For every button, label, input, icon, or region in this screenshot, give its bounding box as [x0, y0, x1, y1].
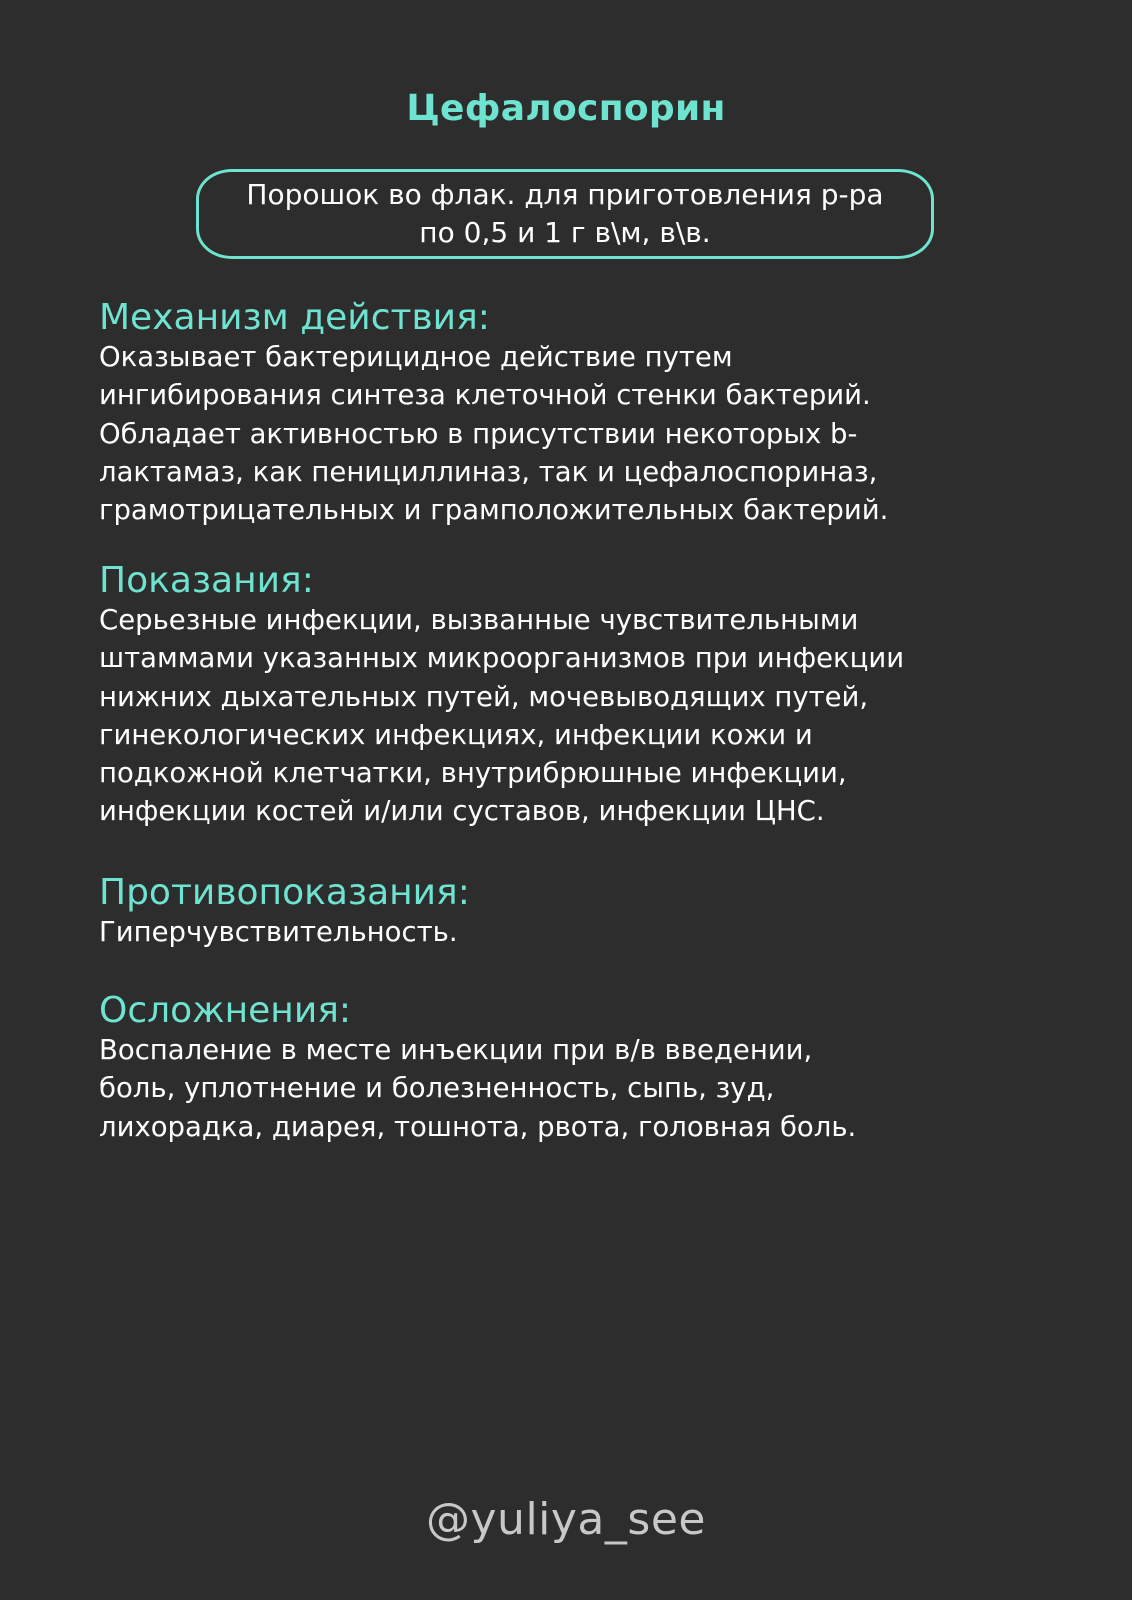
text-line: Оказывает бактерицидное действие путем [99, 341, 733, 373]
text-line: нижних дыхательных путей, мочевыводящих путей, [99, 680, 869, 713]
contraindications-section [99, 873, 1039, 951]
text-line: Обладает активностью в присутствии некоторых b- [99, 417, 858, 450]
text-line: гинекологических инфекциях, инфекции кожи и [99, 718, 813, 751]
text-line: лактамаз, как пенициллиназ, так и цефалоспориназ, [99, 455, 878, 488]
complications-text [99, 1031, 1039, 1146]
dosage-form-line: по 0,5 и 1 г в\м, в\в. [419, 216, 711, 249]
mechanism-text [99, 338, 1039, 529]
mechanism-heading: Механизм действия: [99, 297, 490, 338]
indications-section [99, 561, 1039, 831]
page-title: Цефалоспорин [406, 88, 726, 129]
complications-heading: Осложнения: [99, 990, 351, 1031]
dosage-form-box [196, 169, 934, 259]
text-line: ингибирования синтеза клеточной стенки бактерий. [99, 379, 871, 412]
author-handle: @yuliya_see [426, 1494, 706, 1545]
dosage-form-text [209, 176, 921, 252]
dosage-form-line: Порошок во флак. для приготовления р-ра [246, 178, 884, 211]
contraindications-heading: Противопоказания: [99, 872, 470, 913]
text-line: Гиперчувствительность. [99, 916, 458, 948]
text-line: лихорадка, диарея, тошнота, рвота, головная боль. [99, 1110, 857, 1143]
mechanism-section [99, 298, 1039, 529]
contraindications-text [99, 913, 1039, 951]
indications-text [99, 601, 1039, 831]
text-line: Воспаление в месте инъекции при в/в введении, [99, 1034, 813, 1066]
complications-section [99, 991, 1039, 1146]
text-line: грамотрицательных и грамположительных бактерий. [99, 494, 889, 527]
text-line: инфекции костей и/или суставов, инфекции ЦНС. [99, 795, 825, 828]
text-line: Серьезные инфекции, вызванные чувствительными [99, 604, 859, 636]
text-line: подкожной клетчатки, внутрибрюшные инфекции, [99, 757, 847, 790]
indications-heading: Показания: [99, 560, 314, 601]
text-line: штаммами указанных микроорганизмов при инфекции [99, 642, 905, 675]
text-line: боль, уплотнение и болезненность, сыпь, зуд, [99, 1072, 775, 1105]
